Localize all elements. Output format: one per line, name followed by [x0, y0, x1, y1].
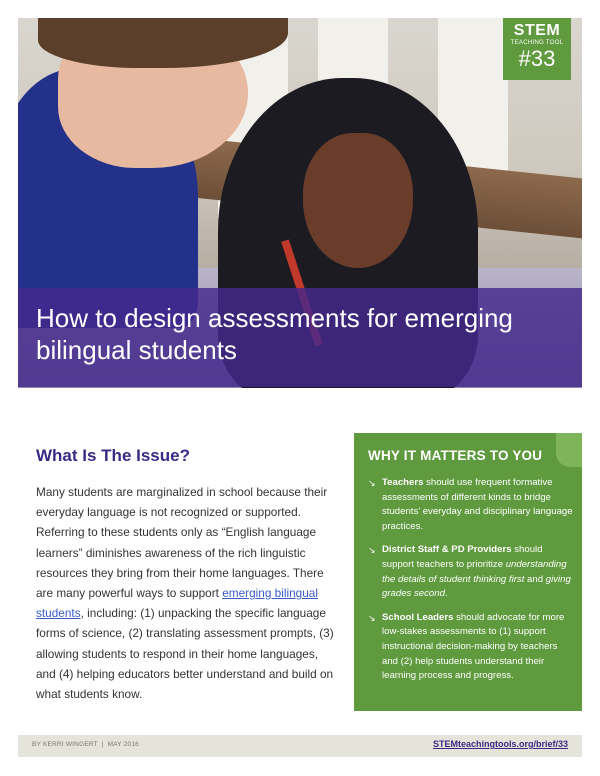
badge-number: #33 [518, 46, 556, 71]
panel-corner-tab [556, 433, 582, 467]
stem-teaching-tool-badge [503, 18, 571, 80]
audience-text: . [444, 588, 448, 600]
audience-label: School Leaders [382, 611, 454, 623]
footer-date: MAY 2016 [107, 741, 139, 748]
issue-body [36, 482, 336, 704]
list-item-district-staff [368, 543, 574, 601]
audience-list [368, 476, 574, 693]
audience-text: should advocate for more low-stakes assessments to (1) support instructional decision-making by teachers and (2) help students understand their learning process and progress. [382, 611, 565, 682]
emphasis-text: understanding the details of student thinking first [382, 558, 567, 585]
list-item-school-leaders [368, 611, 574, 684]
arrow-icon: ↘ [368, 478, 376, 488]
student-girl-face [303, 133, 413, 268]
panel-heading: WHY IT MATTERS TO YOU [368, 448, 543, 463]
emerging-bilingual-link[interactable]: emerging bilingual students [36, 586, 318, 621]
issue-section [36, 446, 336, 704]
audience-text: and [524, 573, 546, 585]
footer-separator: | [101, 741, 104, 748]
footer-meta [32, 741, 139, 748]
why-it-matters-panel [354, 433, 582, 711]
list-item-teachers [368, 476, 574, 534]
arrow-icon: ↘ [368, 612, 376, 623]
badge-teaching-tool: TEACHING TOOL [510, 40, 564, 46]
badge-stem: STEM [513, 22, 561, 39]
issue-text-before-link: Many students are marginalized in school because their everyday language is not recognized or supported. Referring to these students only as “English language learners” diminishes awareness of the rich linguistic resources they bring from their home languages. There are many powerful ways to support [36, 485, 328, 601]
audience-text: should support teachers to prioritize [382, 544, 543, 570]
page-title: How to design assessments for emerging bilingual students [36, 303, 513, 365]
issue-text-after-link: , including: (1) unpacking the specific language forms of science, (2) translating assessment prompts, (3) allowing students to respond in their home languages, and (4) helping educators better understand and build on what students know. [36, 606, 334, 702]
emphasis-text: giving grades second [382, 573, 571, 600]
arrow-icon: ↘ [368, 545, 376, 556]
issue-heading: What Is The Issue? [36, 446, 190, 465]
title-band [18, 288, 582, 387]
footer [18, 735, 582, 757]
audience-label: District Staff & PD Providers [382, 544, 512, 556]
footer-author: BY KERRI WINGERT [32, 741, 98, 748]
audience-label: Teachers [382, 477, 424, 488]
audience-text: should use frequent formative assessments of different kinds to bridge students’ everyday and disciplinary language practices. [382, 477, 573, 532]
footer-url-link[interactable]: STEMteachingtools.org/brief/33 [432, 739, 568, 749]
